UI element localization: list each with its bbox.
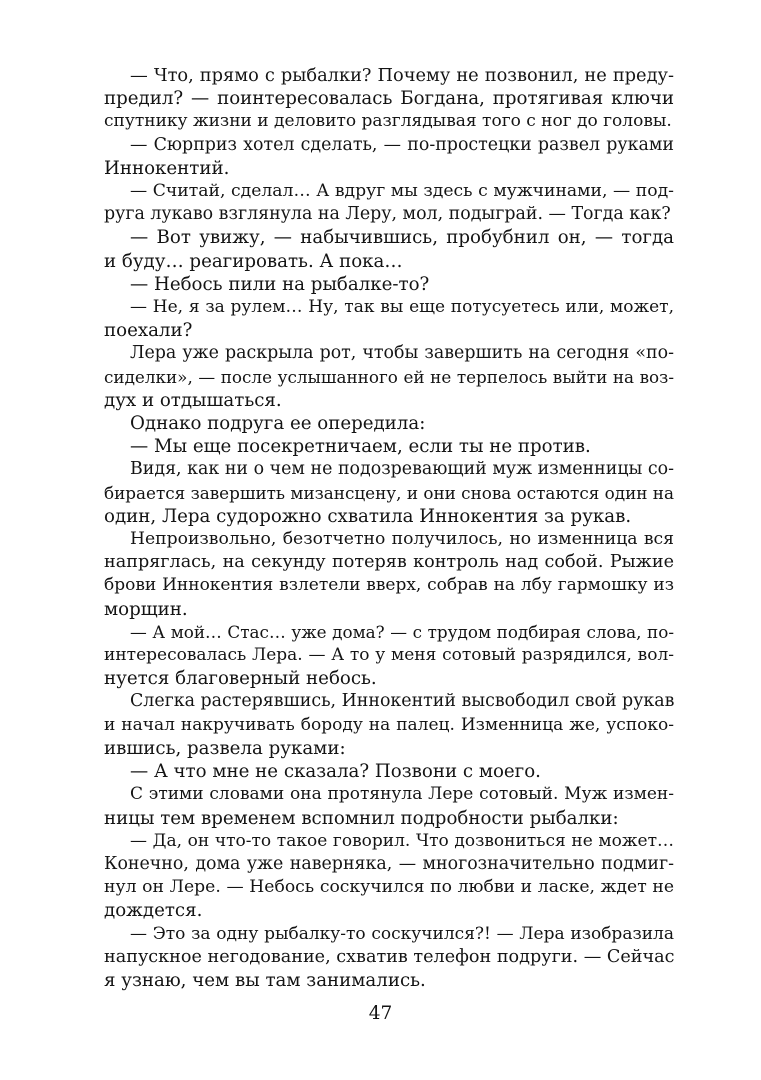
text-line: напряглась, на секунду потеряв контроль над собой. Рыжие xyxy=(104,552,674,573)
text-line: нуется благоверный небось. xyxy=(104,668,377,690)
text-line: Иннокентий. xyxy=(104,157,230,179)
text-line: руга лукаво взглянула на Леру, мол, подыграй. — Тогда как? xyxy=(104,204,671,225)
text-line: — А что мне не сказала? Позвони с моего. xyxy=(130,761,541,783)
text-line: — Небось пили на рыбалке-то? xyxy=(130,273,430,295)
text-line: — Что, прямо с рыбалки? Почему не позвонил, не преду- xyxy=(130,65,674,86)
text-line: интересовалась Лера. — А то у меня сотовый разрядился, вол- xyxy=(104,645,674,666)
text-line: Слегка растерявшись, Иннокентий высвободил свой рукав xyxy=(130,691,674,712)
text-line: морщин. xyxy=(104,598,188,620)
text-line: С этими словами она протянула Лере сотовый. Муж измен- xyxy=(130,784,674,805)
page-body xyxy=(104,64,674,992)
text-line: спутнику жизни и деловито разглядывая того с ног до головы. xyxy=(104,111,672,132)
text-line: напускное негодование, схватив телефон подруги. — Сейчас xyxy=(104,946,674,967)
text-line: и буду… реагировать. А пока… xyxy=(104,250,403,272)
text-line: один, Лера судорожно схватила Иннокентия за рукав. xyxy=(104,505,632,527)
text-line: Лера уже раскрыла рот, чтобы завершить на сегодня «по- xyxy=(130,343,674,364)
text-line: Однако подруга ее опередила: xyxy=(130,413,426,435)
text-line: — Да, он что-то такое говорил. Что дозвониться не может… xyxy=(130,830,674,851)
text-line: Непроизвольно, безотчетно получилось, но изменница вся xyxy=(130,529,674,550)
text-line: нул он Лере. — Небось соскучился по любви и ласке, ждет не xyxy=(104,877,674,898)
text-line: ившись, развела руками: xyxy=(104,737,346,759)
text-line: брови Иннокентия взлетели вверх, собрав на лбу гармошку из xyxy=(104,575,674,596)
text-line: я узнаю, чем вы там занимались. xyxy=(104,969,426,991)
text-line: — А мой… Стас… уже дома? — с трудом подбирая слова, по- xyxy=(130,621,674,642)
text-line: сиделки», — после услышанного ей не терпелось выйти на воз- xyxy=(104,366,674,387)
text-line: поехали? xyxy=(104,320,193,342)
text-line: — Не, я за рулем… Ну, так вы еще потусуетесь или, может, xyxy=(130,297,674,318)
text-line: ницы тем временем вспомнил подробности рыбалки: xyxy=(104,807,619,829)
text-line: и начал накручивать бороду на палец. Изменница же, успоко- xyxy=(104,714,674,735)
text-line: дух и отдышаться. xyxy=(104,389,282,411)
text-line: — Считай, сделал… А вдруг мы здесь с мужчинами, — под- xyxy=(130,181,674,202)
text-line: — Мы еще посекретничаем, если ты не против. xyxy=(130,436,591,458)
text-line: Конечно, дома уже наверняка, — многозначительно подмиг- xyxy=(104,853,674,874)
text-line: бирается завершить мизансцену, и они снова остаются один на xyxy=(104,482,674,503)
text-line: дождется. xyxy=(104,900,203,922)
text-line: Видя, как ни о чем не подозревающий муж изменницы со- xyxy=(130,459,674,480)
text-line: — Сюрприз хотел сделать, — по-простецки развел руками xyxy=(130,134,674,155)
text-line: — Это за одну рыбалку-то соскучился?! — Лера изобразила xyxy=(130,923,674,944)
page-number: 47 xyxy=(368,1003,393,1024)
text-line: предил? — поинтересовалась Богдана, протягивая ключи xyxy=(104,88,674,110)
text-line: — Вот увижу, — набычившись, пробубнил он, — тогда xyxy=(130,227,674,249)
